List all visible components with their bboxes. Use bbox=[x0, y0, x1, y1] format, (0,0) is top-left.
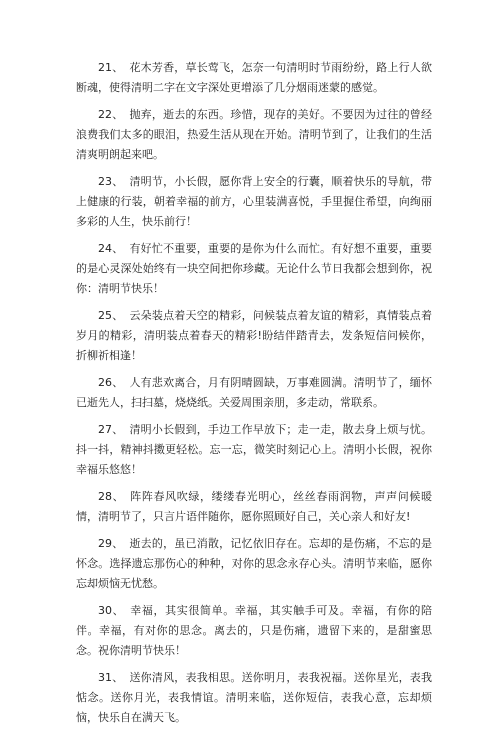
paragraph-text: 逝去的，虽已消散，记忆依旧存在。忘却的是伤痛，不忘的是怀念。选择遗忘那伤心的种种，对你的思念永存心头。清明节来临，愿你忘却烦恼无忧愁。 bbox=[76, 537, 433, 590]
paragraph-number: 31、 bbox=[98, 671, 124, 684]
paragraph-text: 人有悲欢离合，月有阴晴圆缺，万事难圆满。清明节了，缅怀已逝先人，扫扫墓，烧烧纸。关爱周围亲朋，多走动，常联系。 bbox=[76, 376, 433, 409]
paragraph-26 bbox=[76, 373, 432, 413]
paragraph-text: 幸福，其实很简单。幸福，其实触手可及。幸福，有你的陪伴。幸福，有对你的思念。离去的，只是伤痛，遗留下来的，是甜蜜思念。祝你清明节快乐！ bbox=[76, 604, 433, 657]
paragraph-text: 阵阵春风吹绿，缕缕春光明心，丝丝春雨润物，声声问候暖情，清明节了，只言片语伴随你，愿你照顾好自己，关心亲人和好友! bbox=[76, 490, 433, 523]
paragraph-text: 花木芳香，草长莺飞，怎奈一句清明时节雨纷纷，路上行人欲断魂，使得清明二字在文字深处更增添了几分烟雨迷蒙的感觉。 bbox=[76, 61, 433, 94]
paragraph-number: 29、 bbox=[98, 537, 124, 550]
paragraph-number: 26、 bbox=[98, 376, 124, 389]
document-body bbox=[76, 58, 432, 735]
paragraph-number: 30、 bbox=[98, 604, 125, 617]
paragraph-27 bbox=[76, 420, 432, 480]
paragraph-24 bbox=[76, 239, 432, 299]
paragraph-22 bbox=[76, 105, 432, 165]
paragraph-number: 23、 bbox=[98, 175, 124, 188]
paragraph-text: 云朵装点着天空的精彩，问候装点着友谊的精彩，真情装点着岁月的精彩，清明装点着春天的精彩!盼结伴踏青去，发条短信问候你，折柳祈相逢！ bbox=[76, 309, 433, 362]
paragraph-number: 22、 bbox=[98, 108, 124, 121]
paragraph-text: 清明节，小长假，愿你背上安全的行囊，顺着快乐的导航，带上健康的行装，朝着幸福的前方，心里装满喜悦，手里握住希望，向绚丽多彩的人生，快乐前行！ bbox=[76, 175, 433, 228]
paragraph-text: 有好忙不重要，重要的是你为什么而忙。有好想不重要，重要的是心灵深处始终有一块空间把你珍藏。无论什么节日我都会想到你，祝你：清明节快乐！ bbox=[76, 242, 433, 295]
paragraph-23 bbox=[76, 172, 432, 232]
paragraph-number: 27、 bbox=[98, 423, 124, 436]
paragraph-text: 清明小长假到，手边工作早放下；走一走，散去身上烦与忧。抖一抖，精神抖擞更轻松。忘一忘，微笑时刻记心上。清明小长假，祝你幸福乐悠悠！ bbox=[76, 423, 433, 476]
paragraph-text: 抛弃，逝去的东西。珍惜，现存的美好。不要因为过往的曾经浪费我们太多的眼泪，热爱生活从现在开始。清明节到了，让我们的生活清爽明朗起来吧。 bbox=[76, 108, 433, 161]
paragraph-28 bbox=[76, 487, 432, 527]
paragraph-number: 24、 bbox=[98, 242, 124, 255]
paragraph-number: 25、 bbox=[98, 309, 124, 322]
paragraph-number: 21、 bbox=[98, 61, 124, 74]
paragraph-21 bbox=[76, 58, 432, 98]
paragraph-31 bbox=[76, 668, 432, 728]
paragraph-30 bbox=[76, 601, 432, 661]
paragraph-29 bbox=[76, 534, 432, 594]
paragraph-text: 送你清风，表我相思。送你明月，表我祝福。送你星光，表我惦念。送你月光，表我情谊。清明来临，送你短信，表我心意，忘却烦恼，快乐自在满天飞。 bbox=[76, 671, 433, 724]
paragraph-25 bbox=[76, 306, 432, 366]
paragraph-number: 28、 bbox=[98, 490, 125, 503]
